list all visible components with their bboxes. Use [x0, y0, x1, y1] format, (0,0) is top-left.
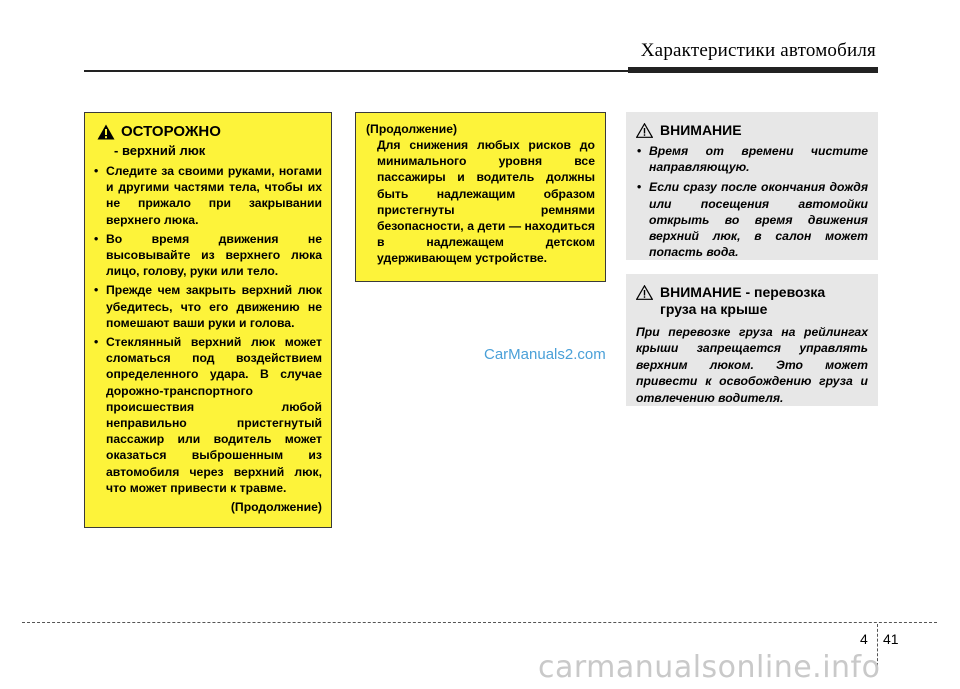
roof-cargo-caution-box [626, 274, 878, 406]
warning-item: • Стеклянный верхний люк может сломаться под воздействием определенного удара. В случае дорожно-транспортного происшествия любой неправильно пристегнутый пассажир или водитель может оказаться выброшенным из автомобиля через верхний люк, что может привести к травме. [93, 334, 322, 496]
roof-cargo-caution-heading [636, 284, 868, 301]
caution-item: • Если сразу после окончания дождя или посещения автомойки открыть во время движения верхний люк, в салон может попасть вода. [636, 179, 868, 260]
caution-triangle-icon [636, 123, 653, 138]
page-number: 41 [883, 631, 899, 647]
warning-item: • Следите за своими руками, ногами и другими частями тела, чтобы их не прижало при закрывании верхнего люка. [93, 163, 322, 228]
roof-cargo-caution-title: ВНИМАНИЕ - перевозка [660, 284, 826, 300]
warning-triangle-icon [97, 124, 115, 140]
warning-item: • Прежде чем закрыть верхний люк убедитесь, что его движению не помешают ваши руки и голова. [93, 282, 322, 331]
header-divider [84, 70, 630, 72]
header-accent-bar [628, 67, 878, 73]
warning-subtitle: - верхний люк [114, 143, 206, 158]
continuation-box [355, 112, 606, 282]
chapter-number: 4 [860, 631, 868, 647]
warning-list [93, 163, 322, 496]
warning-box [84, 112, 332, 528]
site-watermark: carmanualsonline.info [538, 650, 881, 685]
footer-divider [22, 622, 937, 623]
caution-triangle-icon [636, 285, 653, 300]
continuation-label: (Продолжение) [366, 122, 458, 136]
roof-cargo-caution-title-line2: груза на крыше [660, 301, 768, 317]
caution-box [626, 112, 878, 260]
roof-cargo-caution-text: При перевозке груза на рейлингах крыши запрещается управлять верхним люком. Это может привести к освобождению груза и отвлечению водителя. [636, 325, 868, 405]
warning-title: ОСТОРОЖНО [121, 123, 221, 140]
page-header-title: Характеристики автомобиля [640, 40, 876, 61]
warning-item: • Во время движения не высовывайте из верхнего люка лицо, голову, руки или тело. [93, 231, 322, 280]
caution-heading [636, 122, 868, 139]
caution-item: • Время от времени чистите направляющую. [636, 143, 868, 175]
warning-heading [97, 123, 322, 141]
caution-title: ВНИМАНИЕ [660, 122, 742, 138]
continued-note: (Продолжение) [230, 500, 322, 515]
continuation-text: Для снижения любых рисков до минимального уровня все пассажиры и водитель должны быть надлежащим образом пристегнуты ремнями безопасности, а дети — находиться в надлежащем детском удерживающем устройстве. [377, 138, 595, 266]
watermark-link[interactable]: CarManuals2.com [484, 346, 606, 363]
caution-list [636, 143, 868, 260]
